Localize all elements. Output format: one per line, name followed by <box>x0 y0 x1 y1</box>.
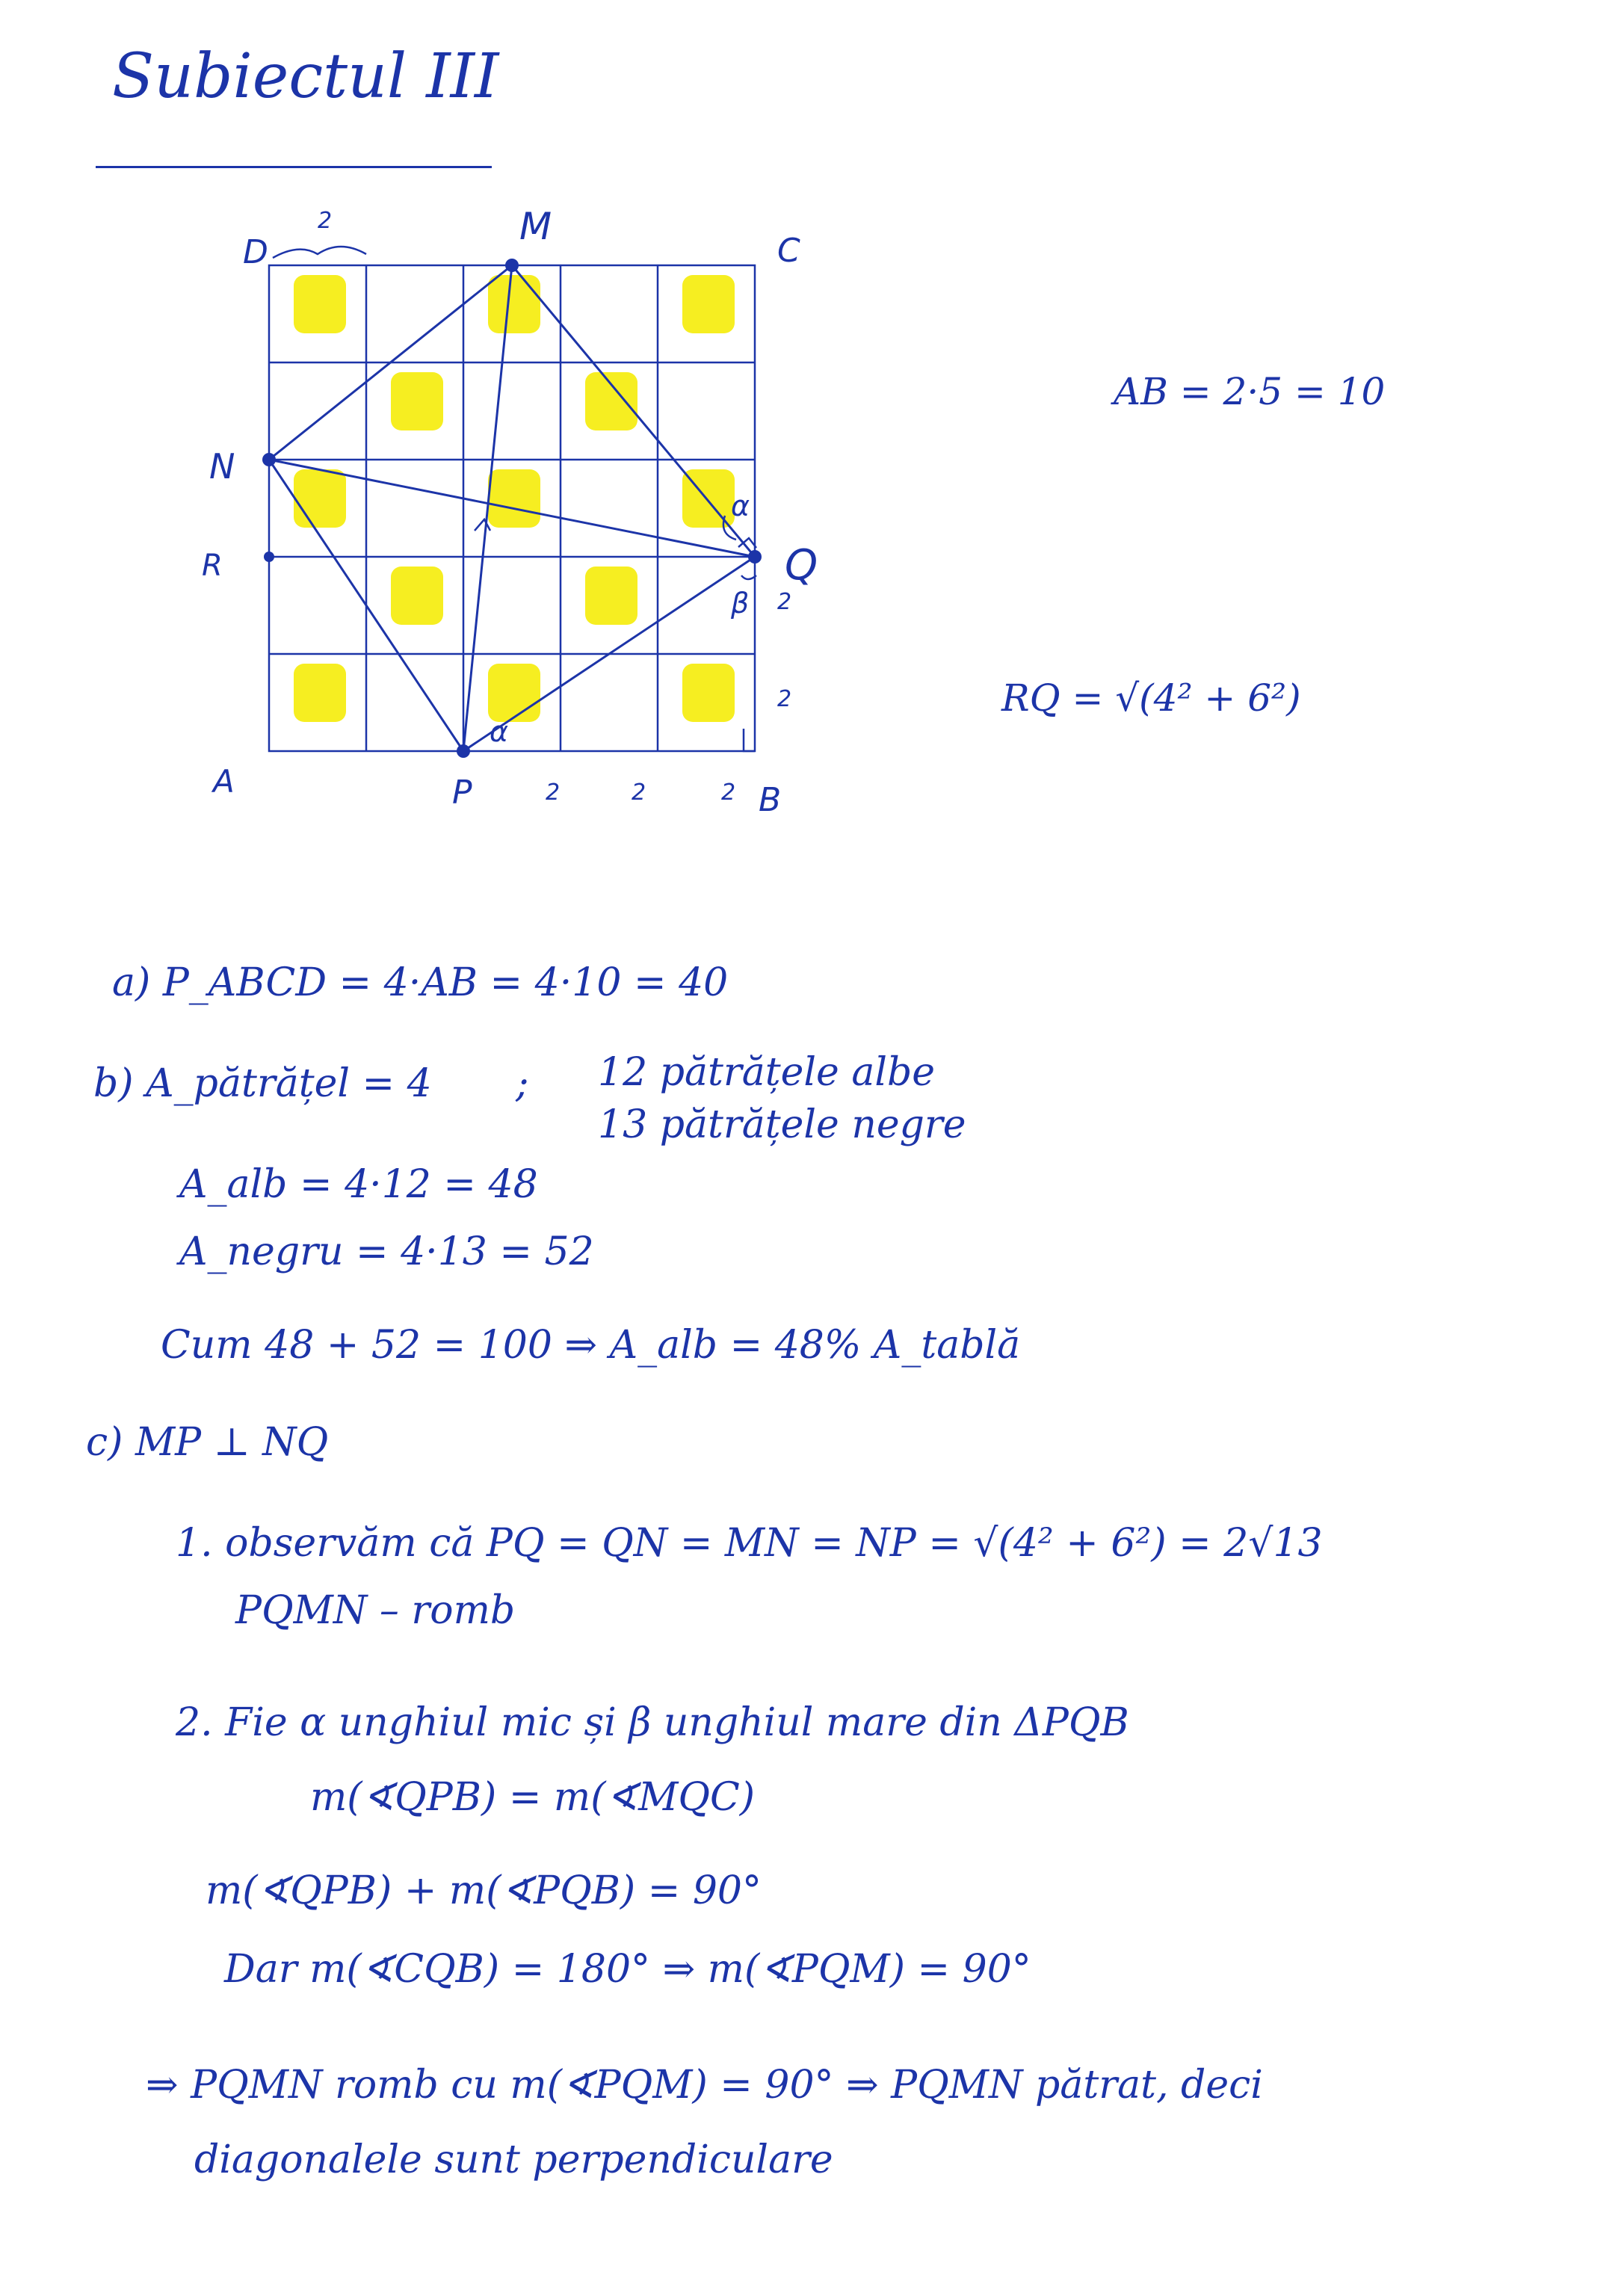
solution-c2-line2: m(∢QPB) = m(∢MQC) <box>310 1775 756 1820</box>
note-ab: AB = 2·5 = 10 <box>1114 370 1386 413</box>
label-right-2a: 2 <box>777 589 792 615</box>
yellow-square <box>294 275 346 333</box>
yellow-square <box>682 664 735 722</box>
label-a: A <box>213 763 235 800</box>
solution-final-line1: ⇒ PQMN romb cu m(∢PQM) = 90° ⇒ PQMN pătrat, deci <box>146 2063 1263 2108</box>
label-n: N <box>209 446 235 487</box>
label-d: D <box>243 233 268 271</box>
angle-beta: β <box>731 587 750 620</box>
yellow-square <box>391 372 443 430</box>
yellow-squares <box>294 275 735 722</box>
solution-b-alb: A_alb = 4·12 = 48 <box>179 1162 538 1207</box>
solution-c-title: c) MP ⊥ NQ <box>86 1420 329 1465</box>
solution-c2-line4: Dar m(∢CQB) = 180° ⇒ m(∢PQM) = 90° <box>224 1947 1031 1992</box>
solution-b-white: 12 pătrățele albe <box>598 1050 936 1095</box>
solution-c1-line2: PQMN – romb <box>235 1588 516 1633</box>
solution-b-semicolon: ; <box>516 1061 529 1106</box>
label-q: Q <box>785 541 818 590</box>
solution-b-conclusion: Cum 48 + 52 = 100 ⇒ A_alb = 48% A_tablă <box>161 1323 1021 1368</box>
yellow-square <box>488 664 540 722</box>
label-r: R <box>202 549 223 583</box>
angle-alpha-bottom: α <box>490 715 509 748</box>
yellow-square <box>585 372 637 430</box>
label-m: M <box>519 205 552 248</box>
yellow-square <box>294 664 346 722</box>
solution-c2-line1: 2. Fie α unghiul mic și β unghiul mare din ΔPQB <box>176 1700 1129 1745</box>
page-title: Subiectul III <box>112 41 499 112</box>
yellow-square <box>585 567 637 625</box>
solution-a: a) P_ABCD = 4·AB = 4·10 = 40 <box>112 960 729 1005</box>
yellow-square <box>488 469 540 528</box>
geometry-figure <box>187 202 934 859</box>
label-c: C <box>777 232 800 270</box>
angle-alpha-top: α <box>731 490 750 522</box>
yellow-square <box>682 275 735 333</box>
solution-b-negru: A_negru = 4·13 = 52 <box>179 1229 594 1274</box>
label-bottom-2b: 2 <box>632 780 646 806</box>
yellow-square <box>294 469 346 528</box>
solution-b-label: b) A_pătrățel = 4 <box>93 1061 432 1106</box>
yellow-square <box>391 567 443 625</box>
title-underline <box>96 166 492 168</box>
solution-final-line2: diagonalele sunt perpendiculare <box>194 2137 833 2182</box>
note-rq: RQ = √(4² + 6²) <box>1001 676 1301 720</box>
solution-c2-line3: m(∢QPB) + m(∢PQB) = 90° <box>206 1868 762 1913</box>
label-bottom-2a: 2 <box>546 780 561 806</box>
label-b: B <box>759 781 782 819</box>
label-bottom-2c: 2 <box>721 780 736 806</box>
solution-b-black: 13 pătrățele negre <box>598 1102 966 1147</box>
label-top-2: 2 <box>318 208 333 234</box>
label-p: P <box>452 774 472 812</box>
solution-c1-line1: 1. observăm că PQ = QN = MN = NP = √(4² + 6²) = 2√13 <box>176 1521 1323 1566</box>
label-right-2b: 2 <box>777 686 792 712</box>
yellow-square <box>488 275 540 333</box>
